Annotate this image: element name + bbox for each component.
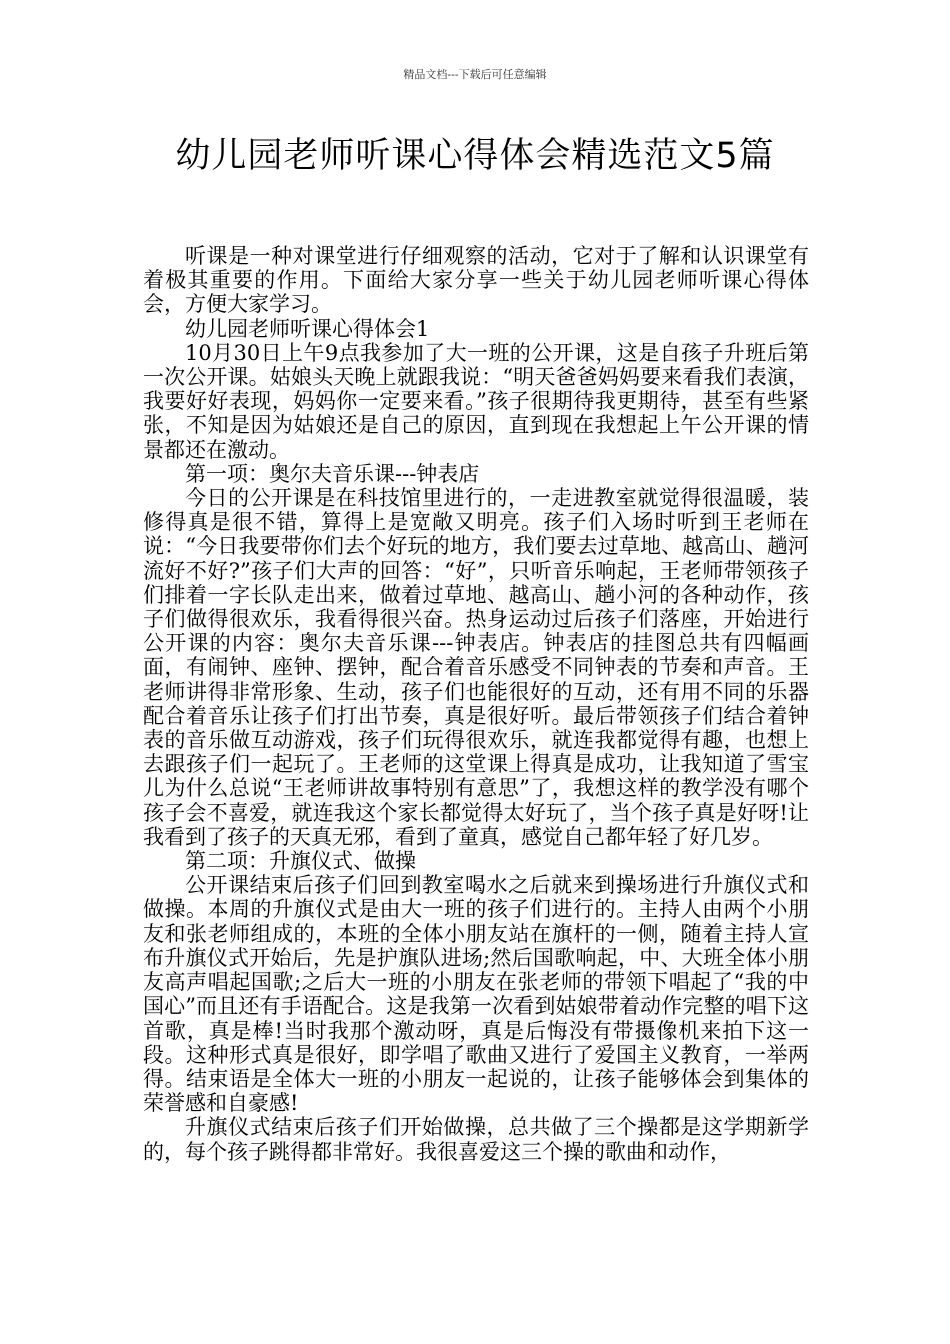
- document-body: [143, 244, 809, 1164]
- body-paragraph: 升旗仪式结束后孩子们开始做操，总共做了三个操都是这学期新学的，每个孩子跳得都非常好。我很喜爱这三个操的歌曲和动作，: [143, 1115, 809, 1164]
- intro-paragraph: 听课是一种对课堂进行仔细观察的活动，它对于了解和认识课堂有着极其重要的作用。下面给大家分享一些关于幼儿园老师听课心得体会，方便大家学习。: [143, 244, 809, 317]
- document-title: 幼儿园老师听课心得体会精选范文5篇: [175, 136, 775, 176]
- subsection-heading: 第一项：奥尔夫音乐课---钟表店: [185, 461, 480, 486]
- section-heading: 幼儿园老师听课心得体会1: [185, 316, 430, 341]
- body-paragraph: 今日的公开课是在科技馆里进行的，一走进教室就觉得很温暖，装修得真是很不错，算得上是宽敞又明亮。孩子们入场时听到王老师在说：“今日我要带你们去个好玩的地方，我们要去过草地、越高山、趟河流好不好?”孩子们大声的回答：“好”，只听音乐响起，王老师带领孩子们排着一字长队走出来，做着过草地、越高山、趟小河的各种动作，孩子们做得很欢乐，我看得很兴奋。热身运动过后孩子们落座，开始进行公开课的内容：奥尔夫音乐课---钟表店。钟表店的挂图总共有四幅画面，有闹钟、座钟、摆钟，配合着音乐感受不同钟表的节奏和声音。王老师讲得非常形象、生动，孩子们也能很好的互动，还有用不同的乐器配合着音乐让孩子们打出节奏，真是很好听。最后带领孩子们结合着钟表的音乐做互动游戏，孩子们玩得很欢乐，就连我都觉得有趣，也想上去跟孩子们一起玩了。王老师的这堂课上得真是成功，让我知道了雪宝儿为什么总说“王老师讲故事特别有意思”了，我想这样的教学没有哪个孩子会不喜爱，就连我这个家长都觉得太好玩了，当个孩子真是好呀!让我看到了孩子的天真无邪，看到了童真，感觉自己都年轻了好几岁。: [143, 486, 809, 849]
- body-paragraph: 10月30日上午9点我参加了大一班的公开课，这是自孩子升班后第一次公开课。姑娘头天晚上就跟我说：“明天爸爸妈妈要来看我们表演，我要好好表现，妈妈你一定要来看。”孩子很期待我更期待，甚至有些紧张，不知是因为姑娘还是自己的原因，直到现在我想起上午公开课的情景都还在激动。: [143, 340, 809, 462]
- header-note: 精品文档---下载后可任意编辑: [403, 68, 547, 81]
- body-paragraph: 公开课结束后孩子们回到教室喝水之后就来到操场进行升旗仪式和做操。本周的升旗仪式是由大一班的孩子们进行的。主持人由两个小朋友和张老师组成的，本班的全体小朋友站在旗杆的一侧，随着主持人宣布升旗仪式开始后，先是护旗队进场;然后国歌响起，中、大班全体小朋友高声唱起国歌;之后大一班的小朋友在张老师的带领下唱起了“我的中国心”而且还有手语配合。这是我第一次看到姑娘带着动作完整的唱下这首歌，真是棒!当时我那个激动呀，真是后悔没有带摄像机来拍下这一段。这种形式真是很好，即学唱了歌曲又进行了爱国主义教育，一举两得。结束语是全体大一班的小朋友一起说的，让孩子能够体会到集体的荣誉感和自豪感!: [143, 873, 809, 1116]
- subsection-heading: 第二项：升旗仪式、做操: [185, 849, 416, 874]
